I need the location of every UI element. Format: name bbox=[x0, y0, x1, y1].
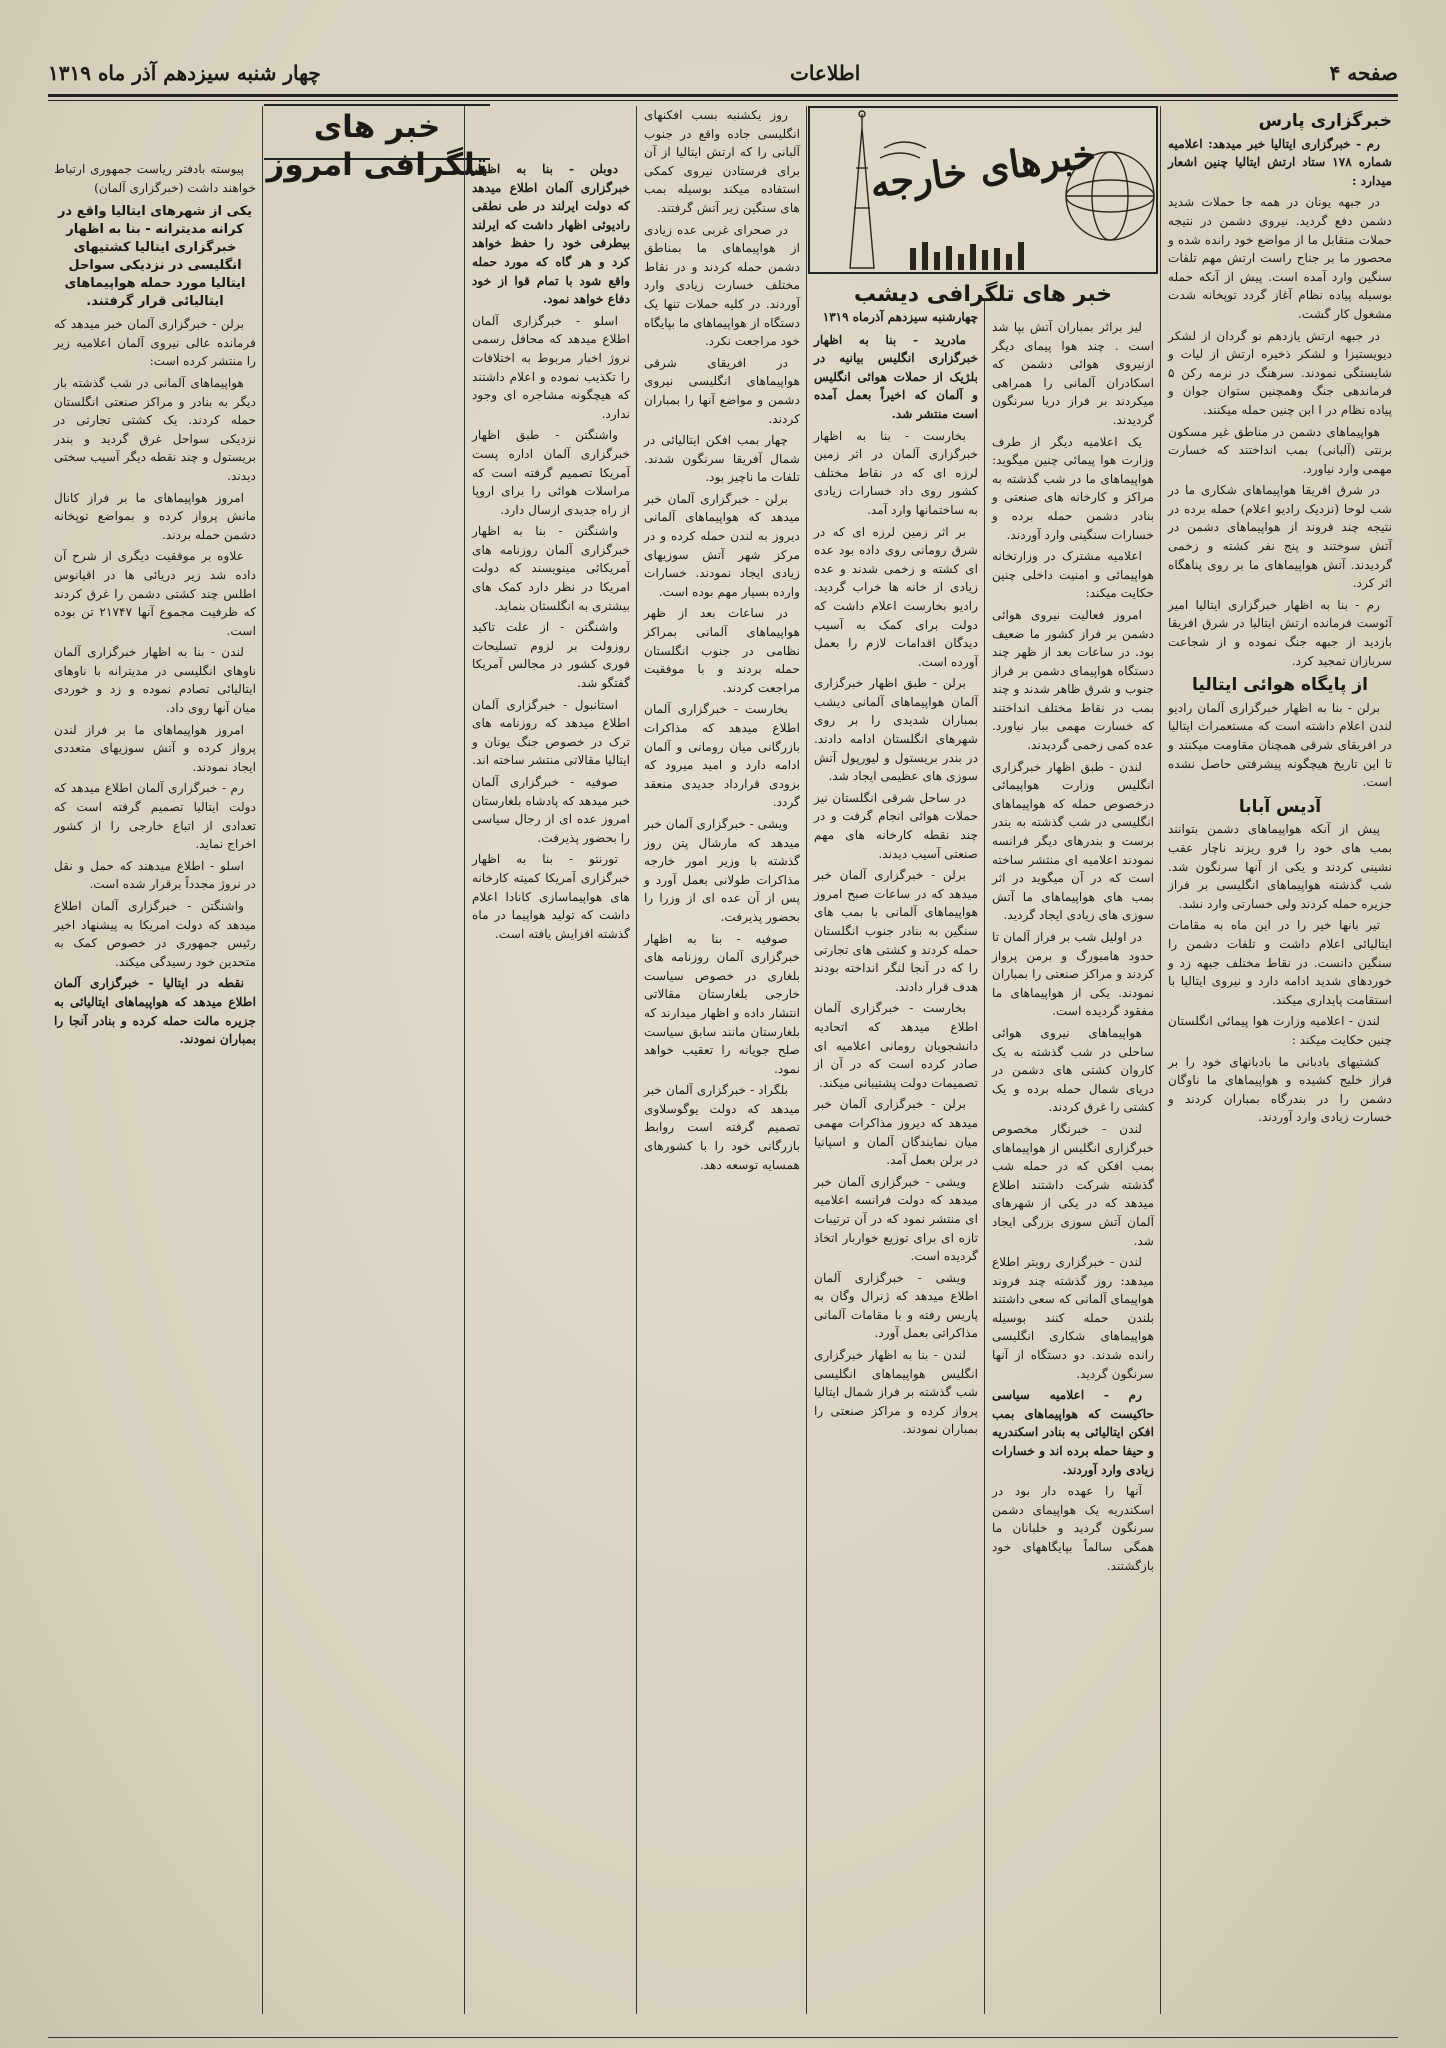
paragraph: رم - خبرگزاری ایتالیا خبر میدهد: اعلامیه شماره ۱۷۸ ستاد ارتش ایتالیا چنین اشعار میدارد : bbox=[1168, 136, 1392, 188]
headline-today: خبر های تلگرافی امروز bbox=[266, 109, 488, 183]
column-5 bbox=[466, 160, 636, 2014]
paragraph: صوفیه - خبرگزاری آلمان خبر میدهد که پادشاه بلغارستان امروز عده ای از رجال سیاسی را بحضور پذیرفت. bbox=[472, 775, 630, 845]
section-heading-addis: آدیس آبابا bbox=[1238, 796, 1322, 817]
paragraph: دوبلن - بنا به اظهار خبرگزاری آلمان اطلاع میدهد که دولت ایرلند در طی نطقی رادیوئی اظهار داشت که ایرلند بیطرفی خود را حفظ خواهد کرد و هر گاه که مورد حمله واقع شود با تمام قوا از خود دفاع خواهد نمود. bbox=[472, 162, 630, 307]
paragraph: پیش از آنکه هواپیماهای دشمن بتوانند بمب های خود را فرو ریزند ناچار عقب نشینی کردند و یکی از آنها سرنگون شد. شب گذشته هواپیماهای انگلیسی بر فراز جزیره حمله کردند ولی خسارتی وارد نشد. bbox=[1168, 822, 1392, 911]
paragraph: علاوه بر موفقیت دیگری از شرح آن داده شد زیر دریائی ها در اقیانوس اطلس چند کشتی دشمن را غرق کردند که ظرفیت مجموع آنها ۲۱۷۴۷ تن بوده است. bbox=[54, 549, 256, 638]
paragraph: در اولیل شب بر فراز آلمان تا حدود هامبورگ و برمن پرواز کردند و مراکز صنعتی را بمباران نمودند. یکی از هواپیماهای ما مفقود گردیده است. bbox=[992, 930, 1154, 1019]
paragraph: واشنگتن - از علت تاکید روزولت بر لزوم تسلیحات فوری کشور در مجالس آمریکا گفتگو شد. bbox=[472, 620, 630, 691]
paragraph: لندن - اعلامیه وزارت هوا پیمائی انگلستان چنین حکایت میکند : bbox=[1168, 1014, 1392, 1047]
column-rule bbox=[984, 300, 985, 2014]
paragraph: برلن - خبرگزاری آلمان خبر میدهد که فرمانده عالی نیروی آلمان اعلامیه زیر را منتشر کرده است: bbox=[54, 317, 256, 369]
paragraph: روز یکشنبه بسب افکنهای انگلیسی جاده واقع در جنوب آلبانی را که ارتش ایتالیا از آن برای فرستادن نیروی کمکی استفاده میکند بوسیله بمب های سنگین زیر آتش گرفتند. bbox=[644, 108, 800, 215]
paragraph: امروز هواپیماهای ما بر فراز لندن پرواز کرده و آتش سوزیهای متعددی ایجاد نمودند. bbox=[54, 722, 256, 774]
paragraph: بخارست - بنا به اظهار خبرگزاری آلمان در اثر زمین لرزه ای که در نقاط مختلف کشور روی داد خسارات زیادی به ساختمانها وارد آمد. bbox=[814, 428, 978, 517]
page-number: صفحه ۴ bbox=[1329, 61, 1398, 85]
paper-name: اطلاعات bbox=[789, 61, 861, 85]
paragraph: لندن - طبق اظهار خبرگزاری انگلیس وزارت هواپیمائی درخصوص حمله که هواپیماهای انگلیسی در شب گذشته به بندر برست و بندرهای دیگر فرانسه نمودند اعلامیه ای منتشر ساخته است که در آن میگوید در اثر بمب های هواپیماهای ما آتش سوزی های زیادی ایجاد گردید. bbox=[992, 759, 1154, 923]
column-4 bbox=[638, 106, 806, 2014]
paragraph: امروز هواپیماهای ما بر فراز کانال مانش پرواز کرده و بمواضع توپخانه دشمن حمله بردند. bbox=[54, 490, 256, 542]
paragraph: لندن - بنا به اظهار خبرگزاری آلمان ناوهای انگلیسی در مدیترانه با ناوهای ایتالیائی تصادم نموده و زد و خوردی میان آنها روی داد. bbox=[54, 645, 256, 716]
paragraph: برلن - خبرگزاری آلمان خبر میدهد که هواپیماهای آلمانی دیروز به لندن حمله کرده و در مرکز شهر آتش سوزیهای زیادی ایجاد نمودند. خسارات وارده بسیار مهم بوده است. bbox=[644, 491, 800, 599]
header-rule bbox=[48, 94, 1398, 101]
paragraph: آنها را عهده دار بود در اسکندریه یک هواپیمای دشمن سرنگون گردید و خلبانان ما همگی سالماً بپایگاههای خود بازگشتند. bbox=[992, 1484, 1154, 1573]
foreign-news-banner bbox=[808, 106, 1158, 274]
column-rule bbox=[1160, 106, 1161, 2014]
paragraph: رم - اعلامیه سیاسی حاکیست که هواپیماهای بمب افکن ایتالیائی به بنادر اسکندریه و حیفا حمله برده اند و خسارات زیادی وارد آوردند. bbox=[992, 1388, 1154, 1477]
page-header bbox=[48, 58, 1398, 88]
paragraph: اسلو - اطلاع میدهند که حمل و نقل در نروژ مجدداً برقرار شده است. bbox=[54, 858, 256, 892]
paragraph: استانبول - خبرگزاری آلمان اطلاع میدهد که روزنامه های ترک در خصوص جنگ یونان و ایتالیا مقالاتی منتشر ساخته اند. bbox=[472, 697, 630, 768]
paragraph: در ساحل شرقی انگلستان نیز حملات هوائی انجام گرفت و در چند نقطه کارخانه های مهم صنعتی آسیب دیدند. bbox=[814, 790, 978, 861]
paragraph: یک اعلامیه دیگر از طرف وزارت هوا پیمائی چنین میگوید: هواپیماهای ما در شب گذشته به مراکز و کارخانه های صنعتی و بنادر دشمن حمله برده و خسارات سنگینی وارد آوردند. bbox=[992, 434, 1154, 542]
paragraph: لندن - خبرنگار مخصوص خبرگزاری انگلیس از هواپیماهای بمب افکن که در حمله شب گذشته شرکت داشتند اطلاع میدهد که در یکی از شهرهای آلمان آتش سوزی بزرگی ایجاد شد. bbox=[992, 1121, 1154, 1248]
paragraph: رم - خبرگزاری آلمان اطلاع میدهد که دولت ایتالیا تصمیم گرفته است که تعدادی از اتباع خارجی را از کشور اخراج نماید. bbox=[54, 781, 256, 852]
paragraph: لیز براثر بمباران آتش بپا شد است . چند هوا پیمای دیگر ازنیروی هوائی دشمن که اسکادران آلمانی را همراهی میکردند بر فراز دریا سرنگون گردیدند. bbox=[992, 320, 1154, 427]
paragraph: در صحرای غربی عده زیادی از هواپیماهای ما بمناطق دشمن حمله کردند و در نقاط مختلف خسارت زیادی وارد آوردند. در کلیه حملات تنها یک دستگاه از هواپیماهای ما بپایگاه خود مراجعت نکرد. bbox=[644, 222, 800, 349]
paragraph: واشنگتن - طبق اظهار خبرگزاری آلمان اداره پست آمریکا تصمیم گرفته است که مراسلات هوائی را برای اروپا از راه جدیدی ارسال دارد. bbox=[472, 428, 630, 517]
paragraph: بخارست - خبرگزاری آلمان اطلاع میدهد که اتحادیه دانشجویان رومانی اعلامیه ای صادر کرده است که در آن از تصمیمات دولت پشتیبانی میکند. bbox=[814, 1001, 978, 1090]
paragraph: پیوسته بادفتر ریاست جمهوری ارتباط خواهند داشت (خبرگزاری آلمان) bbox=[54, 162, 256, 195]
section-heading-italy-base: از پایگاه هوائی ایتالیا bbox=[1192, 675, 1368, 696]
column-rule bbox=[262, 106, 263, 2014]
paragraph: در ساعات بعد از ظهر هواپیماهای آلمانی بمراکز نظامی در جنوب انگلستان حمله بردند و با موفقیت مراجعت کردند. bbox=[644, 606, 800, 695]
paragraph: واشنگتن - بنا به اظهار خبرگزاری آلمان روزنامه های آمریکائی مینویسند که دولت امریکا در نظر دارد کمک های بیشتری به انگلستان بنماید. bbox=[472, 524, 630, 613]
paragraph: چهار بمب افکن ایتالیائی در شمال آفریقا سرنگون شدند. تلفات ما ناچیز بود. bbox=[644, 433, 800, 485]
paragraph: هواپیماهای دشمن در مناطق غیر مسکون برنتی (آلبانی) بمب انداختند که خسارت مهمی وارد نیاورد. bbox=[1168, 424, 1392, 476]
paragraph: در جبهه یونان در همه جا حملات شدید دشمن دفع گردید. نیروی دشمن در نتیجه حملات متقابل ما از مواضع خود رانده شده و محصور ما بر جناح راست ارتش مهم تلفات سنگین وارد آمده است. پیش از آنکه حمله بوسیله پیاده نظام آغاز گردد توپخانه شدت مشغول کار گشت. bbox=[1168, 195, 1392, 321]
paragraph: هواپیماهای نیروی هوائی ساحلی در شب گذشته به یک کاروان کشتی های دشمن در دریای شمال حمله برده و یک کشتی را غرق کردند. bbox=[992, 1025, 1154, 1115]
paragraph: ویشی - خبرگزاری آلمان خبر میدهد که مارشال پتن روز گذشته با وزیر امور خارجه مذاکرات طولانی بعمل آورد و پس از آن عده ای از وزرا را بحضور پذیرفت. bbox=[644, 816, 800, 924]
dateline: چهارشنبه سیزدهم آذرماه ۱۳۱۹ bbox=[822, 310, 978, 324]
paragraph: برلن - خبرگزاری آلمان خبر میدهد که در ساعات صبح امروز هواپیماهای آلمانی با بمب های سنگین به بنادر جنوب انگلستان حمله کردند و کشتی های تجارتی را که در آنجا لنگر انداخته بودند هدف قرار دادند. bbox=[814, 868, 978, 994]
section-heading-pars: خبرگزاری پارس bbox=[1258, 111, 1392, 131]
paragraph: امروز فعالیت نیروی هوائی دشمن بر فراز کشور ما ضعیف بود. در ساعات بعد از ظهر چند دستگاه هواپیمای دشمن بر فراز جنوب و شرق ظاهر شدند و چند بمب در نقاط مختلف انداختند که خسارت مهمی ببار نیاورد. عده کمی زخمی گردیدند. bbox=[992, 607, 1154, 753]
column-3 bbox=[808, 304, 984, 2014]
paragraph: رم - بنا به اظهار خبرگزاری ایتالیا امیر آئوست فرمانده ارتش ایتالیا در شرق افریقا بازدید از جبهه جنگ نموده و از شجاعت سربازان تمجید کرد. bbox=[1168, 597, 1392, 668]
paragraph: تیر بانها خیر را در این ماه به مقامات ایتالیائی اعلام داشت و تلفات دشمن را سنگین دانست. در نقاط مختلف جبهه زد و خوردهای شدید ادامه دارد و نیروی ایتالیا با استقامت پایداری میکند. bbox=[1168, 918, 1392, 1007]
paragraph: لندن - خبرگزاری رویتر اطلاع میدهد: روز گذشته چند فروند هواپیمای آلمانی که سعی داشتند بلندن حمله کنند بوسیله هواپیماهای شکاری انگلیسی رانده شدند. دو دستگاه از آنها سرنگون گردید. bbox=[992, 1255, 1154, 1381]
paragraph: بر اثر زمین لرزه ای که در شرق رومانی روی داده بود عده ای کشته و زخمی شدند و عده زیادی از خانه ها خراب گردید. رادیو بخارست اعلام داشت که دولت برای کمک به آسیب دیدگان اقدامات لازم را بعمل آورده است. bbox=[814, 524, 978, 669]
paragraph: صوفیه - بنا به اظهار خبرگزاری آلمان روزنامه های بلغاری در خصوص سیاست خارجی بلغارستان مقالاتی انتشار داده و اظهار میدارند که بلغارستان مانند سابق سیاست صلح جویانه را تعقیب خواهد نمود. bbox=[644, 931, 800, 1076]
paragraph: اعلامیه مشترک در وزارتخانه هواپیمائی و امنیت داخلی چنین حکایت میکند: bbox=[992, 549, 1154, 601]
paragraph: در شرق افریقا هواپیماهای شکاری ما در شب لوحا (نزدیک رادیو اعلام) حمله برده در نتیجه چند فروند از هواپیماهای دشمن در آتش سوختند و پنج نفر کشته و زخمی گردیدند. آتش هواپیماهای ما بر روی پناهگاه اثر کرد. bbox=[1168, 483, 1392, 591]
paragraph: تورنتو - بنا به اظهار خبرگزاری آمریکا کمیته کارخانه های هواپیماسازی کانادا اعلام داشت که تولید هواپیما در ماه گذشته افزایش یافته است. bbox=[472, 852, 630, 941]
paragraph: هواپیماهای آلمانی در شب گذشته بار دیگر به بنادر و مراکز صنعتی انگلستان حمله کردند. یک کشتی تجارتی در نزدیکی سواحل غرق گردید و بندر بریستول و چند نقطه دیگر آسیب سختی دیدند. bbox=[54, 375, 256, 483]
headline-last-night: خبر های تلگرافی دیشب bbox=[853, 282, 1113, 307]
footer-rule bbox=[48, 2037, 1398, 2038]
issue-date: چهار شنبه سیزدهم آذر ماه ۱۳۱۹ bbox=[48, 61, 321, 85]
paragraph: بخارست - خبرگزاری آلمان اطلاع میدهد که مذاکرات بازرگانی میان رومانی و آلمان ادامه دارد و امید میرود که بزودی قرارداد جدیدی منعقد گردد. bbox=[644, 702, 800, 810]
column-rule bbox=[636, 106, 637, 2014]
paragraph: در جبهه ارتش یازدهم نو گردان از لشکر دیویستیزا و لشکر ذخیره ارتش از لیات و شایستگی نمودند. سرهنگ در نرمه رکن ۵ فرماندهی جنگ وهمچنین ستوان جوان و پیاده نظام در ا ابن چنین حمله میکنند. bbox=[1168, 328, 1392, 417]
section-heading-italy-city: یکی از شهرهای ایتالیا واقع در کرانه مدیترانه - بنا به اظهار خبرگزاری ایتالیا کشتیهای انگلیسی در نزدیکی سواحل ایتالیا مورد حمله هواپیماهای ایتالیائی قرار گرفتند. bbox=[57, 204, 253, 310]
paragraph: در افریقای شرقی هواپیماهای انگلیسی نیروی دشمن و مواضع آنها را بمباران کردند. bbox=[644, 355, 800, 426]
banner-title: خبرهای خارجه bbox=[867, 130, 1099, 207]
column-6 bbox=[48, 160, 262, 2014]
column-2 bbox=[986, 318, 1160, 2014]
column-rule bbox=[464, 106, 465, 2014]
paragraph: بلگراد - خبرگزاری آلمان خبر میدهد که دولت یوگوسلاوی تصمیم گرفته است روابط بازرگانی خود را با کشورهای همسایه توسعه دهد. bbox=[644, 1083, 800, 1172]
paragraph: برلن - خبرگزاری آلمان خبر میدهد که دیروز مذاکرات مهمی میان نمایندگان آلمان و اسپانیا در برلن بعمل آمد. bbox=[814, 1097, 978, 1168]
paragraph: واشنگتن - خبرگزاری آلمان اطلاع میدهد که دولت امریکا به پیشنهاد اخیر رئیس جمهوری در خصوص کمک به متحدین خود رسیدگی میکند. bbox=[54, 899, 256, 969]
paragraph: لندن - بنا به اظهار خبرگزاری انگلیس هواپیماهای انگلیسی شب گذشته بر فراز شمال ایتالیا پرواز کرده و مراکز صنعتی را بمباران نمودند. bbox=[814, 1348, 978, 1437]
column-1 bbox=[1162, 106, 1398, 2014]
paragraph: برلن - طبق اظهار خبرگزاری آلمان هواپیماهای آلمانی دیشب بمباران شدیدی را بر روی شهرهای انگلستان ادامه دادند. در بندر بریستول و لیورپول آتش سوزی های عظیمی ایجاد شد. bbox=[814, 676, 978, 784]
paragraph: کشتیهای بادبانی ما بادبانهای خود را بر فراز خلیج کشیده و هواپیماهای ما ناوگان دشمن را در بندرگاه بمباران کردند و خسارت زیادی وارد آوردند. bbox=[1168, 1054, 1392, 1125]
column-rule bbox=[806, 106, 807, 2014]
paragraph: ویشی - خبرگزاری آلمان اطلاع میدهد که ژنرال وگان به پاریس رفته و با مقامات آلمانی مذاکراتی بعمل آورد. bbox=[814, 1270, 978, 1341]
paragraph: ویشی - خبرگزاری آلمان خبر میدهد که دولت فرانسه اعلامیه ای منتشر نمود که در آن ترتیبات تازه ای برای توزیع خواربار اتخاذ گردیده است. bbox=[814, 1174, 978, 1264]
paragraph: اسلو - خبرگزاری آلمان اطلاع میدهد که محافل رسمی نروژ اخبار مربوط به اختلافات را تکذیب نموده و اعلام داشتند که هیچگونه مشاجره ای وجود ندارد. bbox=[472, 313, 630, 421]
paragraph: مادرید - بنا به اظهار خبرگزاری انگلیس بیانیه در بلژیک از حملات هوائی انگلیس و آلمان که اخیراً بعمل آمده است منتشر شد. bbox=[814, 332, 978, 421]
paragraph: برلن - بنا به اظهار خبرگزاری آلمان رادیو لندن اعلام داشته است که مستعمرات ایتالیا در افریقای شرقی همچنان مقاومت میکنند و تا این تاریخ هیچگونه پیشرفتی حاصل نشده است. bbox=[1168, 700, 1392, 790]
paragraph: نقطه در ایتالیا - خبرگزاری آلمان اطلاع میدهد که هواپیماهای ایتالیائی به جزیره مالت حمله کرده و بنادر آنجا را بمباران نمودند. bbox=[54, 976, 256, 1047]
